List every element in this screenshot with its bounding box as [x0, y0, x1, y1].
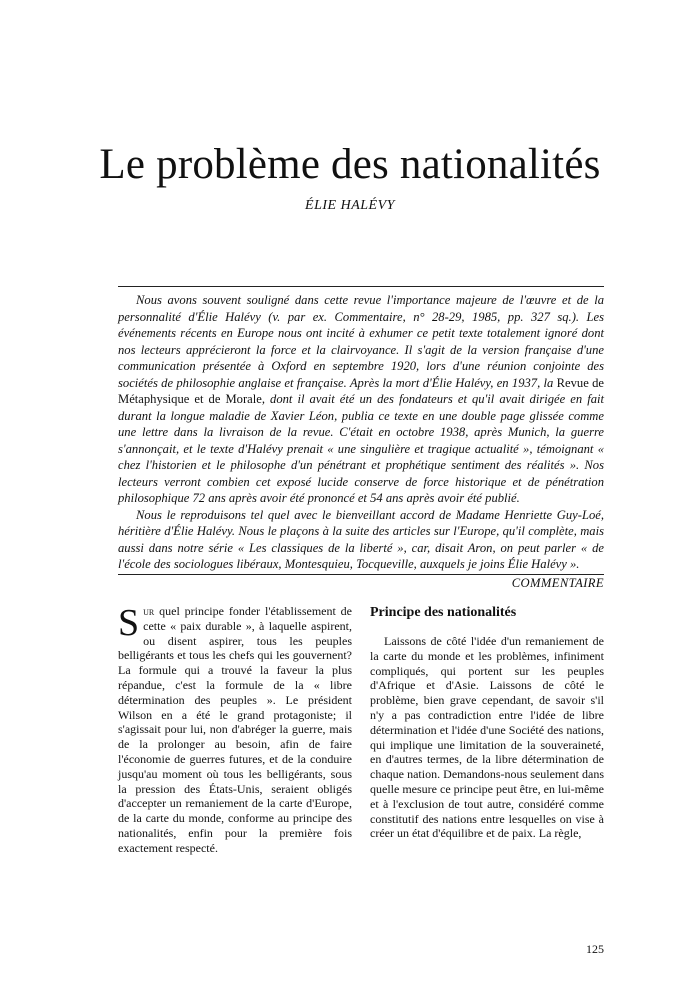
- article-author: ÉLIE HALÉVY: [305, 198, 395, 213]
- page-number: 125: [586, 942, 604, 956]
- article-title: Le problème des nationalités: [99, 141, 601, 188]
- opening-text: quel principe fonder l'établissement de cette « paix durable », à laquelle aspirent, ou disent aspirer, tous les peuples belligérants et tous les chefs qui les gouvernent? La formule qui a trouvé la faveur la plus répandue, c'est la formule de la « libre détermination des peuples ». Le président Wilson en a été le grand protagoniste; il s'agissait pour lui, non d'abréger la guerre, mais de la prolonger au besoin, afin de faire l'économie de guerres futures, et de la conduire jusqu'au moment où tous les belligérants, sous la pression des États-Unis, seraient obligés d'accepter un remaniement de la carte d'Europe, de la carte du monde, conforme au principe des nationalités, enfin pour la première fois exactement respecté.: [118, 604, 352, 855]
- drop-cap: S: [118, 602, 140, 644]
- journal-name: Revue de Métaphysique et de Morale: [118, 375, 604, 406]
- intro-paragraph-1: [118, 292, 604, 507]
- body-column-right: [370, 604, 604, 841]
- opening-paragraph: [118, 604, 352, 856]
- bottom-rule: [118, 574, 604, 575]
- intro-text-b: , dont il avait été un des fondateurs et qu'il avait dirigée en fait durant la longue maladie de Xavier Léon, publia ce texte en une double page glissée comme une lettre dans la livraison de la revue. C'était en octobre 1938, après Munich, la guerre s'annonçait, et le texte d'Halévy prenait « une singulière et tragique actualité », témoignant « chez l'historien et le philosophe d'un pénétrant et prophétique sentiment des réalités ». Nos lecteurs verront combien cet exposé lucide conserve de force historique et de pénétration philosophique 72 ans après avoir été prononcé et 54 ans après avoir été publié.: [118, 392, 604, 505]
- section-heading: Principe des nationalités: [370, 605, 517, 620]
- body-column-left: [118, 604, 352, 856]
- intro-signature: COMMENTAIRE: [511, 575, 604, 590]
- editorial-introduction: [118, 292, 604, 591]
- section-paragraph: Laissons de côté l'idée d'un remaniement de la carte du monde et les problèmes, infiniment compliqués, qui portent sur les peuples d'Afrique et d'Asie. Laissons de côté le problème, bien grave cependant, de savoir s'il n'y a pas contradiction entre l'idée de libre détermination et l'idée d'une Société des nations, qui implique une limitation de la souveraineté, en d'autres termes, de la libre détermination de chaque nation. Demandons-nous seulement dans quelle mesure ce principe peut être, en lui-même et à l'exclusion de tout autre, considéré comme constitutif des nations entre lesquelles on vise à créer un état d'équilibre et de paix. La règle,: [370, 634, 604, 841]
- intro-text-a: Nous avons souvent souligné dans cette revue l'importance majeure de l'œuvre et de la personnalité d'Élie Halévy (v. par ex. Commentaire, n° 28-29, 1985, pp. 327 sq.). Les événements récents en Europe nous ont incité à exhumer ce petit texte totalement ignoré dont nos lecteurs apprécieront la force et la clairvoyance. Il s'agit de la version française d'une communication présentée à Oxford en septembre 1920, lors d'une réunion conjointe des sociétés de philosophie anglaise et française. Après la mort d'Élie Halévy, en 1937, la: [118, 293, 604, 390]
- opening-small-caps: ur: [143, 604, 155, 618]
- intro-paragraph-2: Nous le reproduisons tel quel avec le bienveillant accord de Madame Henriette Guy-Loé, héritière d'Élie Halévy. Nous le plaçons à la suite des articles sur l'Europe, qu'il complète, mais aussi dans notre série « Les classiques de la liberté », car, disait Aron, on peut parler « de l'école des sociologues libéraux, Montesquieu, Tocqueville, auxquels je joins Élie Halévy ».: [118, 507, 604, 571]
- top-rule: [118, 286, 604, 287]
